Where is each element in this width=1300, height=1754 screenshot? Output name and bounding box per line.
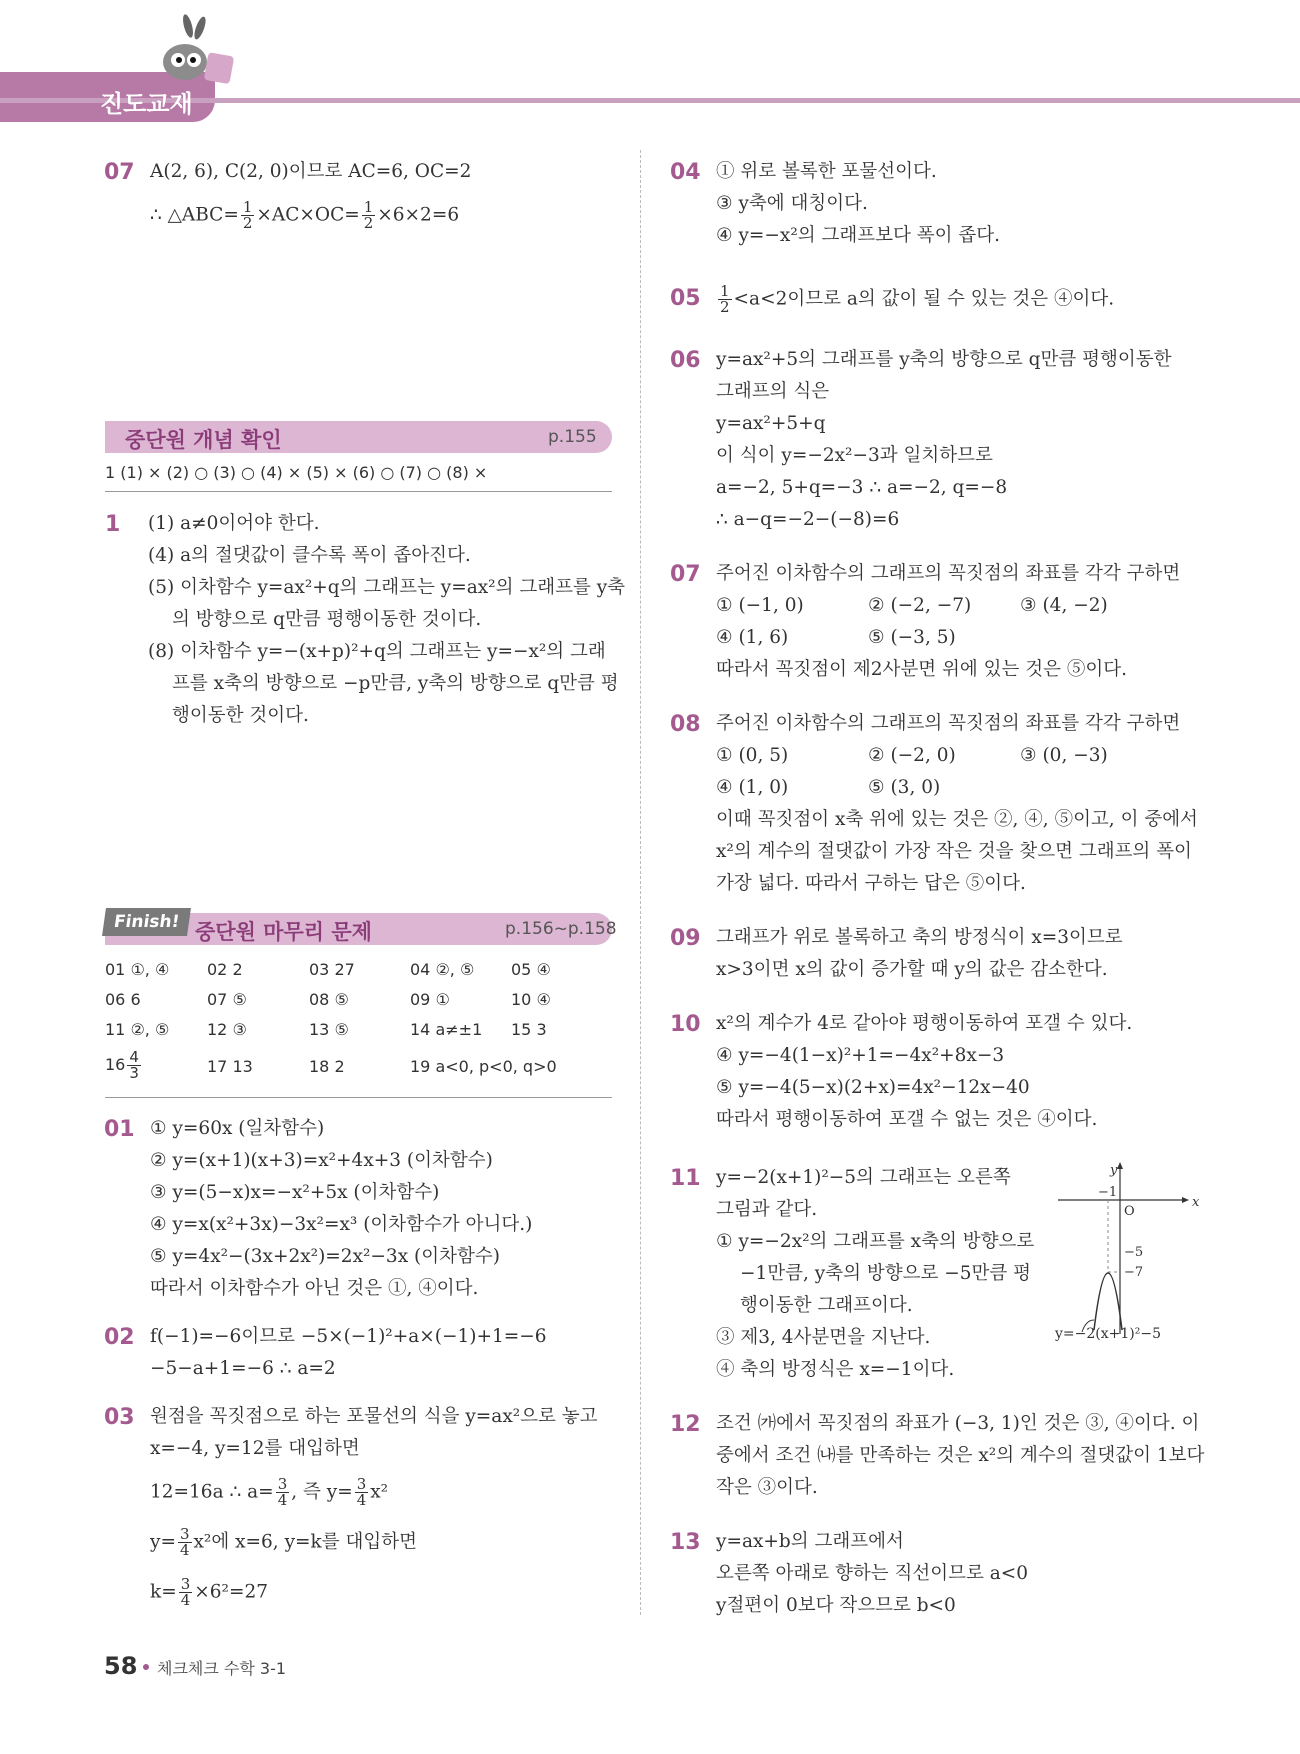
y-axis-arrow <box>1117 1162 1123 1169</box>
text-line <box>150 1477 388 1508</box>
answer-cell: 07 ⑤ <box>207 990 247 1009</box>
text-line: 그래프가 위로 볼록하고 축의 방정식이 x=3이므로 <box>716 927 1123 948</box>
text-line: ② y=(x+1)(x+3)=x²+4x+3 (이차함수) <box>150 1150 493 1171</box>
text-line: 주어진 이차함수의 그래프의 꼭짓점의 좌표를 각각 구하면 <box>716 563 1181 584</box>
problem-number: 07 <box>670 562 701 587</box>
section-page: p.156~p.158 <box>505 919 617 939</box>
text-line: 따라서 이차함수가 아닌 것은 ①, ④이다. <box>150 1278 479 1299</box>
choice: ⑤ (−3, 5) <box>868 627 956 648</box>
text-line: 오른쪽 아래로 향하는 직선이므로 a<0 <box>716 1563 1029 1584</box>
page-number: 58 <box>104 1652 138 1680</box>
footer-book-title: 체크체크 수학 3-1 <box>157 1659 287 1678</box>
answer-cell: 02 2 <box>207 960 243 979</box>
text-line: x²의 계수가 4로 같아야 평행이동하여 포갤 수 있다. <box>716 1013 1133 1034</box>
answer-cell: 04 ②, ⑤ <box>410 960 475 979</box>
text-line: 따라서 꼭짓점이 제2사분면 위에 있는 것은 ⑤이다. <box>716 659 1127 680</box>
choice: ② (−2, 0) <box>868 745 956 766</box>
text-line: ③ y축에 대칭이다. <box>716 193 868 214</box>
fraction-numerator: 3 <box>179 1525 190 1543</box>
fraction-denominator: 4 <box>356 1491 367 1509</box>
mascot-rabbit-icon <box>150 14 240 86</box>
answer-cell: 12 ③ <box>207 1020 247 1039</box>
answer-cell: 03 27 <box>309 960 355 979</box>
problem-number: 02 <box>104 1325 135 1350</box>
y-axis-label: y <box>1110 1163 1118 1178</box>
text-line: 프를 x축의 방향으로 −p만큼, y축의 방향으로 q만큼 평 <box>172 673 619 694</box>
answer-cell: 13 ⑤ <box>309 1020 349 1039</box>
text-line: 그림과 같다. <box>716 1199 818 1220</box>
problem-number: 10 <box>670 1012 701 1037</box>
text-line: y=ax+b의 그래프에서 <box>716 1531 904 1552</box>
fraction-denominator: 2 <box>363 214 374 232</box>
text-line: −5−a+1=−6 ∴ a=2 <box>150 1358 336 1379</box>
text-line: ① y=−2x²의 그래프를 x축의 방향으로 <box>716 1231 1035 1252</box>
text-line: 의 방향으로 q만큼 평행이동한 것이다. <box>172 609 482 630</box>
answer-cell: 08 ⑤ <box>309 990 349 1009</box>
text-line: x>3이면 x의 값이 증가할 때 y의 값은 감소한다. <box>716 959 1108 980</box>
fraction <box>179 1577 193 1608</box>
choice: ④ (1, 0) <box>716 777 789 798</box>
choice: ① (−1, 0) <box>716 595 804 616</box>
section-title: 중단원 마무리 문제 <box>195 920 372 944</box>
text-line: ④ y=x(x²+3x)−3x²=x³ (이차함수가 아니다.) <box>150 1214 533 1235</box>
text-line: 이때 꼭짓점이 x축 위에 있는 것은 ②, ④, ⑤이고, 이 중에서 <box>716 809 1198 830</box>
section-rule <box>105 1097 612 1098</box>
text-line: x=−4, y=12를 대입하면 <box>150 1438 360 1459</box>
fraction-denominator: 4 <box>277 1491 288 1509</box>
section-rule <box>105 491 612 492</box>
text-line: 원점을 꼭짓점으로 하는 포물선의 식을 y=ax²으로 놓고 <box>150 1406 598 1427</box>
text-line: ④ y=−x²의 그래프보다 폭이 좁다. <box>716 225 1001 246</box>
text-line: 가장 넓다. 따라서 구하는 답은 ⑤이다. <box>716 873 1026 894</box>
answer-summary: 1 (1) × (2) ○ (3) ○ (4) × (5) × (6) ○ (7) ○ (8) × <box>105 463 488 482</box>
text-segment: ∴ △ABC= <box>150 204 239 226</box>
problem-number: 06 <box>670 348 701 373</box>
text-line: −1만큼, y축의 방향으로 −5만큼 평 <box>740 1263 1031 1284</box>
text-line: ① y=60x (일차함수) <box>150 1118 325 1139</box>
text-line: ③ 제3, 4사분면을 지난다. <box>716 1327 931 1348</box>
origin-label: O <box>1124 1204 1135 1219</box>
fraction <box>241 200 255 231</box>
column-divider <box>640 150 642 1615</box>
fraction <box>718 284 732 315</box>
text-line: f(−1)=−6이므로 −5×(−1)²+a×(−1)+1=−6 <box>150 1326 547 1347</box>
answer-cell: 01 ①, ④ <box>105 960 170 979</box>
problem-number: 11 <box>670 1166 701 1191</box>
text-line: ④ y=−4(1−x)²+1=−4x²+8x−3 <box>716 1045 1005 1066</box>
text-line: x²의 계수의 절댓값이 가장 작은 것을 찾으면 그래프의 폭이 <box>716 841 1192 862</box>
text-line: ∴ a−q=−2−(−8)=6 <box>716 509 900 530</box>
section-page: p.155 <box>548 427 597 447</box>
fraction <box>362 200 376 231</box>
fraction-numerator: 1 <box>720 282 730 300</box>
answer-cell: 15 3 <box>511 1020 547 1039</box>
problem-number: 1 <box>105 512 121 537</box>
text-line: (5) 이차함수 y=ax²+q의 그래프는 y=ax²의 그래프를 y축 <box>148 577 626 598</box>
fraction-numerator: 1 <box>363 198 374 216</box>
text-line: 행이동한 것이다. <box>172 705 309 726</box>
text-line: y=ax²+5의 그래프를 y축의 방향으로 q만큼 평행이동한 <box>716 349 1172 370</box>
choice: ③ (4, −2) <box>1020 595 1108 616</box>
text-segment: ×6×2=6 <box>377 204 460 226</box>
text-segment: k= <box>150 1581 177 1603</box>
fraction <box>127 1050 141 1081</box>
answer-cell <box>105 1050 143 1081</box>
answer-cell: 06 6 <box>105 990 141 1009</box>
choice: ③ (0, −3) <box>1020 745 1108 766</box>
answer-cell: 09 ① <box>410 990 450 1009</box>
header-rule <box>0 98 1300 103</box>
y-tick-label: −5 <box>1124 1245 1144 1260</box>
problem-number: 13 <box>670 1530 701 1555</box>
text-line: 따라서 평행이동하여 포갤 수 없는 것은 ④이다. <box>716 1109 1098 1130</box>
fraction-numerator: 3 <box>356 1475 367 1493</box>
text-line <box>150 200 459 231</box>
text-line: 행이동한 그래프이다. <box>740 1295 913 1316</box>
x-tick-label: −1 <box>1098 1185 1118 1200</box>
finish-badge: Finish! <box>102 908 191 936</box>
problem-number: 04 <box>670 160 701 185</box>
answer-cell: 14 a≠±1 <box>410 1020 483 1039</box>
text-line: ⑤ y=−4(5−x)(2+x)=4x²−12x−40 <box>716 1077 1030 1098</box>
text-segment: <a<2이므로 a의 값이 될 수 있는 것은 ④이다. <box>733 288 1115 310</box>
fraction-denominator: 3 <box>129 1064 139 1082</box>
text-line: ③ y=(5−x)x=−x²+5x (이차함수) <box>150 1182 440 1203</box>
text-line <box>150 1577 268 1608</box>
problem-number: 01 <box>104 1117 135 1142</box>
problem-number: 12 <box>670 1412 701 1437</box>
fraction <box>276 1477 290 1508</box>
text-line: 그래프의 식은 <box>716 381 830 402</box>
fraction-denominator: 4 <box>179 1541 190 1559</box>
answer-cell: 17 13 <box>207 1057 253 1076</box>
text-line: 주어진 이차함수의 그래프의 꼭짓점의 좌표를 각각 구하면 <box>716 713 1181 734</box>
text-line: ⑤ y=4x²−(3x+2x²)=2x²−3x (이차함수) <box>150 1246 500 1267</box>
text-line: (8) 이차함수 y=−(x+p)²+q의 그래프는 y=−x²의 그래 <box>148 641 606 662</box>
text-line <box>716 284 1114 315</box>
problem-number: 09 <box>670 926 701 951</box>
text-line: a=−2, 5+q=−3 ∴ a=−2, q=−8 <box>716 477 1008 498</box>
answer-label: 16 <box>105 1055 126 1074</box>
fraction-numerator: 4 <box>129 1048 139 1066</box>
text-line: 작은 ③이다. <box>716 1477 818 1498</box>
text-segment: x² <box>370 1481 389 1503</box>
answer-cell: 19 a<0, p<0, q>0 <box>410 1057 557 1076</box>
curve-label: y=−2(x+1)²−5 <box>1055 1326 1161 1342</box>
fraction-denominator: 2 <box>720 298 730 316</box>
problem-number: 08 <box>670 712 701 737</box>
text-line: 조건 ㈎에서 꼭짓점의 좌표가 (−3, 1)인 것은 ③, ④이다. 이 <box>716 1413 1200 1434</box>
text-segment: 12=16a ∴ a= <box>150 1481 274 1503</box>
parabola-graph <box>1050 1160 1200 1340</box>
text-line: y=−2(x+1)²−5의 그래프는 오른쪽 <box>716 1167 1011 1188</box>
text-line: A(2, 6), C(2, 0)이므로 AC=6, OC=2 <box>150 161 472 182</box>
text-segment: ×6²=27 <box>194 1581 268 1603</box>
answer-cell: 11 ②, ⑤ <box>105 1020 170 1039</box>
fraction-denominator: 4 <box>180 1591 191 1609</box>
header-title: 진도교재 <box>100 90 193 118</box>
fraction-numerator: 3 <box>180 1575 191 1593</box>
text-line <box>150 1527 417 1558</box>
parabola-curve <box>1094 1273 1122 1330</box>
x-axis-label: x <box>1192 1195 1200 1210</box>
text-segment: y= <box>150 1531 176 1553</box>
answer-cell: 05 ④ <box>511 960 551 979</box>
choice: ④ (1, 6) <box>716 627 789 648</box>
section-title: 중단원 개념 확인 <box>125 428 282 452</box>
fraction-numerator: 1 <box>242 198 253 216</box>
answer-cell: 10 ④ <box>511 990 551 1009</box>
choice: ① (0, 5) <box>716 745 789 766</box>
choice: ⑤ (3, 0) <box>868 777 941 798</box>
problem-number: 07 <box>104 160 135 185</box>
text-line: (4) a의 절댓값이 클수록 폭이 좁아진다. <box>148 545 471 566</box>
footer-bullet <box>143 1664 149 1670</box>
x-axis-arrow <box>1182 1197 1189 1203</box>
text-line: 이 식이 y=−2x²−3과 일치하므로 <box>716 445 993 466</box>
y-tick-label: −7 <box>1124 1265 1144 1280</box>
text-line: ① 위로 볼록한 포물선이다. <box>716 161 937 182</box>
text-line: (1) a≠0이어야 한다. <box>148 513 320 534</box>
problem-number: 03 <box>104 1405 135 1430</box>
fraction-numerator: 3 <box>277 1475 288 1493</box>
fraction <box>355 1477 369 1508</box>
text-line: y=ax²+5+q <box>716 413 826 434</box>
text-segment: , 즉 y= <box>291 1481 353 1503</box>
text-segment: x²에 x=6, y=k를 대입하면 <box>193 1531 417 1553</box>
text-segment: ×AC×OC= <box>256 204 360 226</box>
fraction <box>178 1527 192 1558</box>
text-line: ④ 축의 방정식은 x=−1이다. <box>716 1359 955 1380</box>
problem-number: 05 <box>670 286 701 311</box>
text-line: 중에서 조건 ㈏를 만족하는 것은 x²의 계수의 절댓값이 1보다 <box>716 1445 1205 1466</box>
fraction-denominator: 2 <box>242 214 253 232</box>
choice: ② (−2, −7) <box>868 595 972 616</box>
answer-cell: 18 2 <box>309 1057 345 1076</box>
text-line: y절편이 0보다 작으므로 b<0 <box>716 1595 956 1616</box>
